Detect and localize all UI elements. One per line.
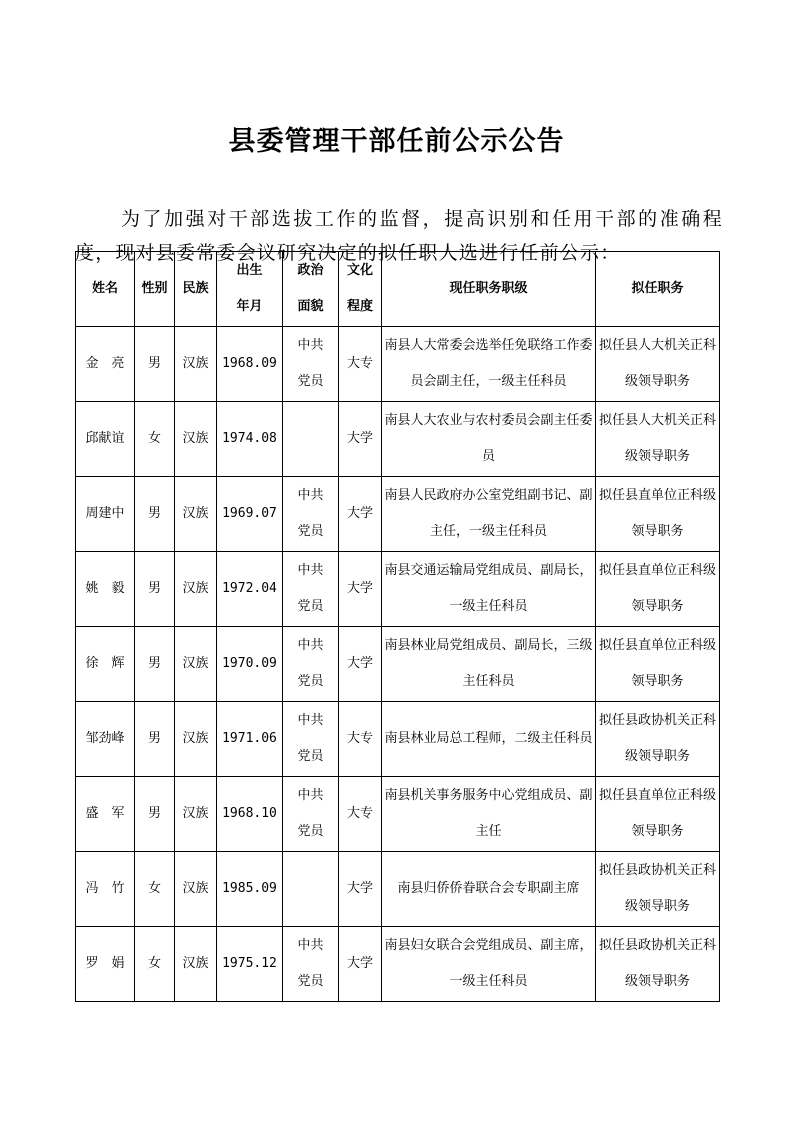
cell-proposed-position: 拟任县直单位正科级领导职务 — [596, 477, 720, 552]
cell-proposed-position: 拟任县直单位正科级领导职务 — [596, 777, 720, 852]
cell-education: 大专 — [339, 702, 382, 777]
cell-ethnicity: 汉族 — [175, 402, 217, 477]
cell-gender: 男 — [135, 552, 175, 627]
cell-party-line2: 党员 — [297, 749, 324, 764]
table-header-row — [76, 252, 720, 327]
cell-ethnicity: 汉族 — [175, 477, 217, 552]
cell-party-line1: 中共 — [297, 713, 324, 728]
cell-party — [283, 927, 339, 1002]
cell-party-line1: 中共 — [297, 938, 324, 953]
cell-birth: 1975.12 — [217, 927, 283, 1002]
cell-ethnicity: 汉族 — [175, 927, 217, 1002]
cell-gender: 女 — [135, 402, 175, 477]
cell-proposed-position: 拟任县直单位正科级领导职务 — [596, 552, 720, 627]
header-party-line1: 政治 — [297, 263, 324, 278]
cell-proposed-position: 拟任县政协机关正科级领导职务 — [596, 852, 720, 927]
cell-proposed-position: 拟任县人大机关正科级领导职务 — [596, 327, 720, 402]
cell-education: 大学 — [339, 477, 382, 552]
cell-party-line2: 党员 — [297, 974, 324, 989]
cell-birth: 1974.08 — [217, 402, 283, 477]
cell-party — [283, 327, 339, 402]
cell-education: 大学 — [339, 852, 382, 927]
cell-party-line1: 中共 — [297, 563, 324, 578]
cell-party — [283, 552, 339, 627]
table-row — [76, 777, 720, 852]
header-birth — [217, 252, 283, 327]
cell-birth: 1969.07 — [217, 477, 283, 552]
header-ethnicity: 民族 — [175, 252, 217, 327]
cell-current-position: 南县人民政府办公室党组副书记、副主任，一级主任科员 — [382, 477, 596, 552]
page-title: 县委管理干部任前公示公告 — [228, 126, 565, 158]
cell-party — [283, 777, 339, 852]
intro-paragraph: 为了加强对干部选拔工作的监督，提高识别和任用干部的准确程度，现对县委常委会议研究决定的拟任职人选进行任前公示： — [75, 208, 723, 264]
cell-proposed-position: 拟任县直单位正科级领导职务 — [596, 627, 720, 702]
header-birth-line2: 年月 — [236, 299, 263, 314]
cell-party-line2: 党员 — [297, 599, 324, 614]
table-row — [76, 477, 720, 552]
cell-ethnicity: 汉族 — [175, 327, 217, 402]
cell-party — [283, 477, 339, 552]
cell-current-position: 南县人大农业与农村委员会副主任委员 — [382, 402, 596, 477]
cell-name: 罗 娟 — [76, 927, 135, 1002]
cell-education: 大专 — [339, 777, 382, 852]
header-party-line2: 面貌 — [297, 299, 324, 314]
cell-party — [283, 627, 339, 702]
cell-current-position: 南县林业局党组成员、副局长，三级主任科员 — [382, 627, 596, 702]
cell-party — [283, 702, 339, 777]
cell-gender: 男 — [135, 477, 175, 552]
table-row — [76, 852, 720, 927]
table-row — [76, 702, 720, 777]
table-row — [76, 927, 720, 1002]
cell-name: 金 亮 — [76, 327, 135, 402]
cell-gender: 男 — [135, 777, 175, 852]
header-party — [283, 252, 339, 327]
cell-name: 徐 辉 — [76, 627, 135, 702]
cell-birth: 1971.06 — [217, 702, 283, 777]
table-row — [76, 552, 720, 627]
table-row — [76, 402, 720, 477]
cell-ethnicity: 汉族 — [175, 702, 217, 777]
cell-gender: 女 — [135, 927, 175, 1002]
cell-ethnicity: 汉族 — [175, 627, 217, 702]
cell-education: 大学 — [339, 552, 382, 627]
header-proposed-position: 拟任职务 — [596, 252, 720, 327]
cell-birth: 1968.10 — [217, 777, 283, 852]
cell-current-position: 南县林业局总工程师，二级主任科员 — [382, 702, 596, 777]
cell-party-line2: 党员 — [297, 674, 324, 689]
candidate-table — [75, 251, 720, 1002]
cell-ethnicity: 汉族 — [175, 777, 217, 852]
cell-name: 邹劲峰 — [76, 702, 135, 777]
cell-birth: 1972.04 — [217, 552, 283, 627]
header-education-line2: 程度 — [346, 299, 373, 314]
cell-party-line2: 党员 — [297, 374, 324, 389]
cell-party-line2: 党员 — [297, 824, 324, 839]
cell-name: 邱献谊 — [76, 402, 135, 477]
header-name: 姓名 — [76, 252, 135, 327]
cell-current-position: 南县交通运输局党组成员、副局长，一级主任科员 — [382, 552, 596, 627]
cell-gender: 女 — [135, 852, 175, 927]
cell-education: 大学 — [339, 402, 382, 477]
cell-proposed-position: 拟任县政协机关正科级领导职务 — [596, 702, 720, 777]
cell-party-line1: 中共 — [297, 638, 324, 653]
cell-gender: 男 — [135, 627, 175, 702]
header-current-position: 现任职务职级 — [382, 252, 596, 327]
cell-gender: 男 — [135, 327, 175, 402]
cell-ethnicity: 汉族 — [175, 852, 217, 927]
header-birth-line1: 出生 — [236, 263, 263, 278]
table-row — [76, 327, 720, 402]
cell-ethnicity: 汉族 — [175, 552, 217, 627]
cell-name: 盛 军 — [76, 777, 135, 852]
cell-current-position: 南县机关事务服务中心党组成员、副主任 — [382, 777, 596, 852]
cell-gender: 男 — [135, 702, 175, 777]
cell-name: 周建中 — [76, 477, 135, 552]
header-gender: 性别 — [135, 252, 175, 327]
cell-birth: 1970.09 — [217, 627, 283, 702]
cell-education: 大专 — [339, 327, 382, 402]
cell-party — [283, 852, 339, 927]
cell-current-position: 南县归侨侨眷联合会专职副主席 — [382, 852, 596, 927]
cell-education: 大学 — [339, 627, 382, 702]
cell-party-line1: 中共 — [297, 488, 324, 503]
cell-current-position: 南县妇女联合会党组成员、副主席，一级主任科员 — [382, 927, 596, 1002]
cell-birth: 1968.09 — [217, 327, 283, 402]
cell-party-line1: 中共 — [297, 788, 324, 803]
cell-name: 冯 竹 — [76, 852, 135, 927]
cell-party-line2: 党员 — [297, 524, 324, 539]
cell-name: 姚 毅 — [76, 552, 135, 627]
cell-party-line1: 中共 — [297, 338, 324, 353]
cell-education: 大学 — [339, 927, 382, 1002]
cell-proposed-position: 拟任县人大机关正科级领导职务 — [596, 402, 720, 477]
cell-birth: 1985.09 — [217, 852, 283, 927]
cell-proposed-position: 拟任县政协机关正科级领导职务 — [596, 927, 720, 1002]
header-education — [339, 252, 382, 327]
cell-current-position: 南县人大常委会选举任免联络工作委员会副主任，一级主任科员 — [382, 327, 596, 402]
cell-party — [283, 402, 339, 477]
table-row — [76, 627, 720, 702]
header-education-line1: 文化 — [346, 263, 373, 278]
